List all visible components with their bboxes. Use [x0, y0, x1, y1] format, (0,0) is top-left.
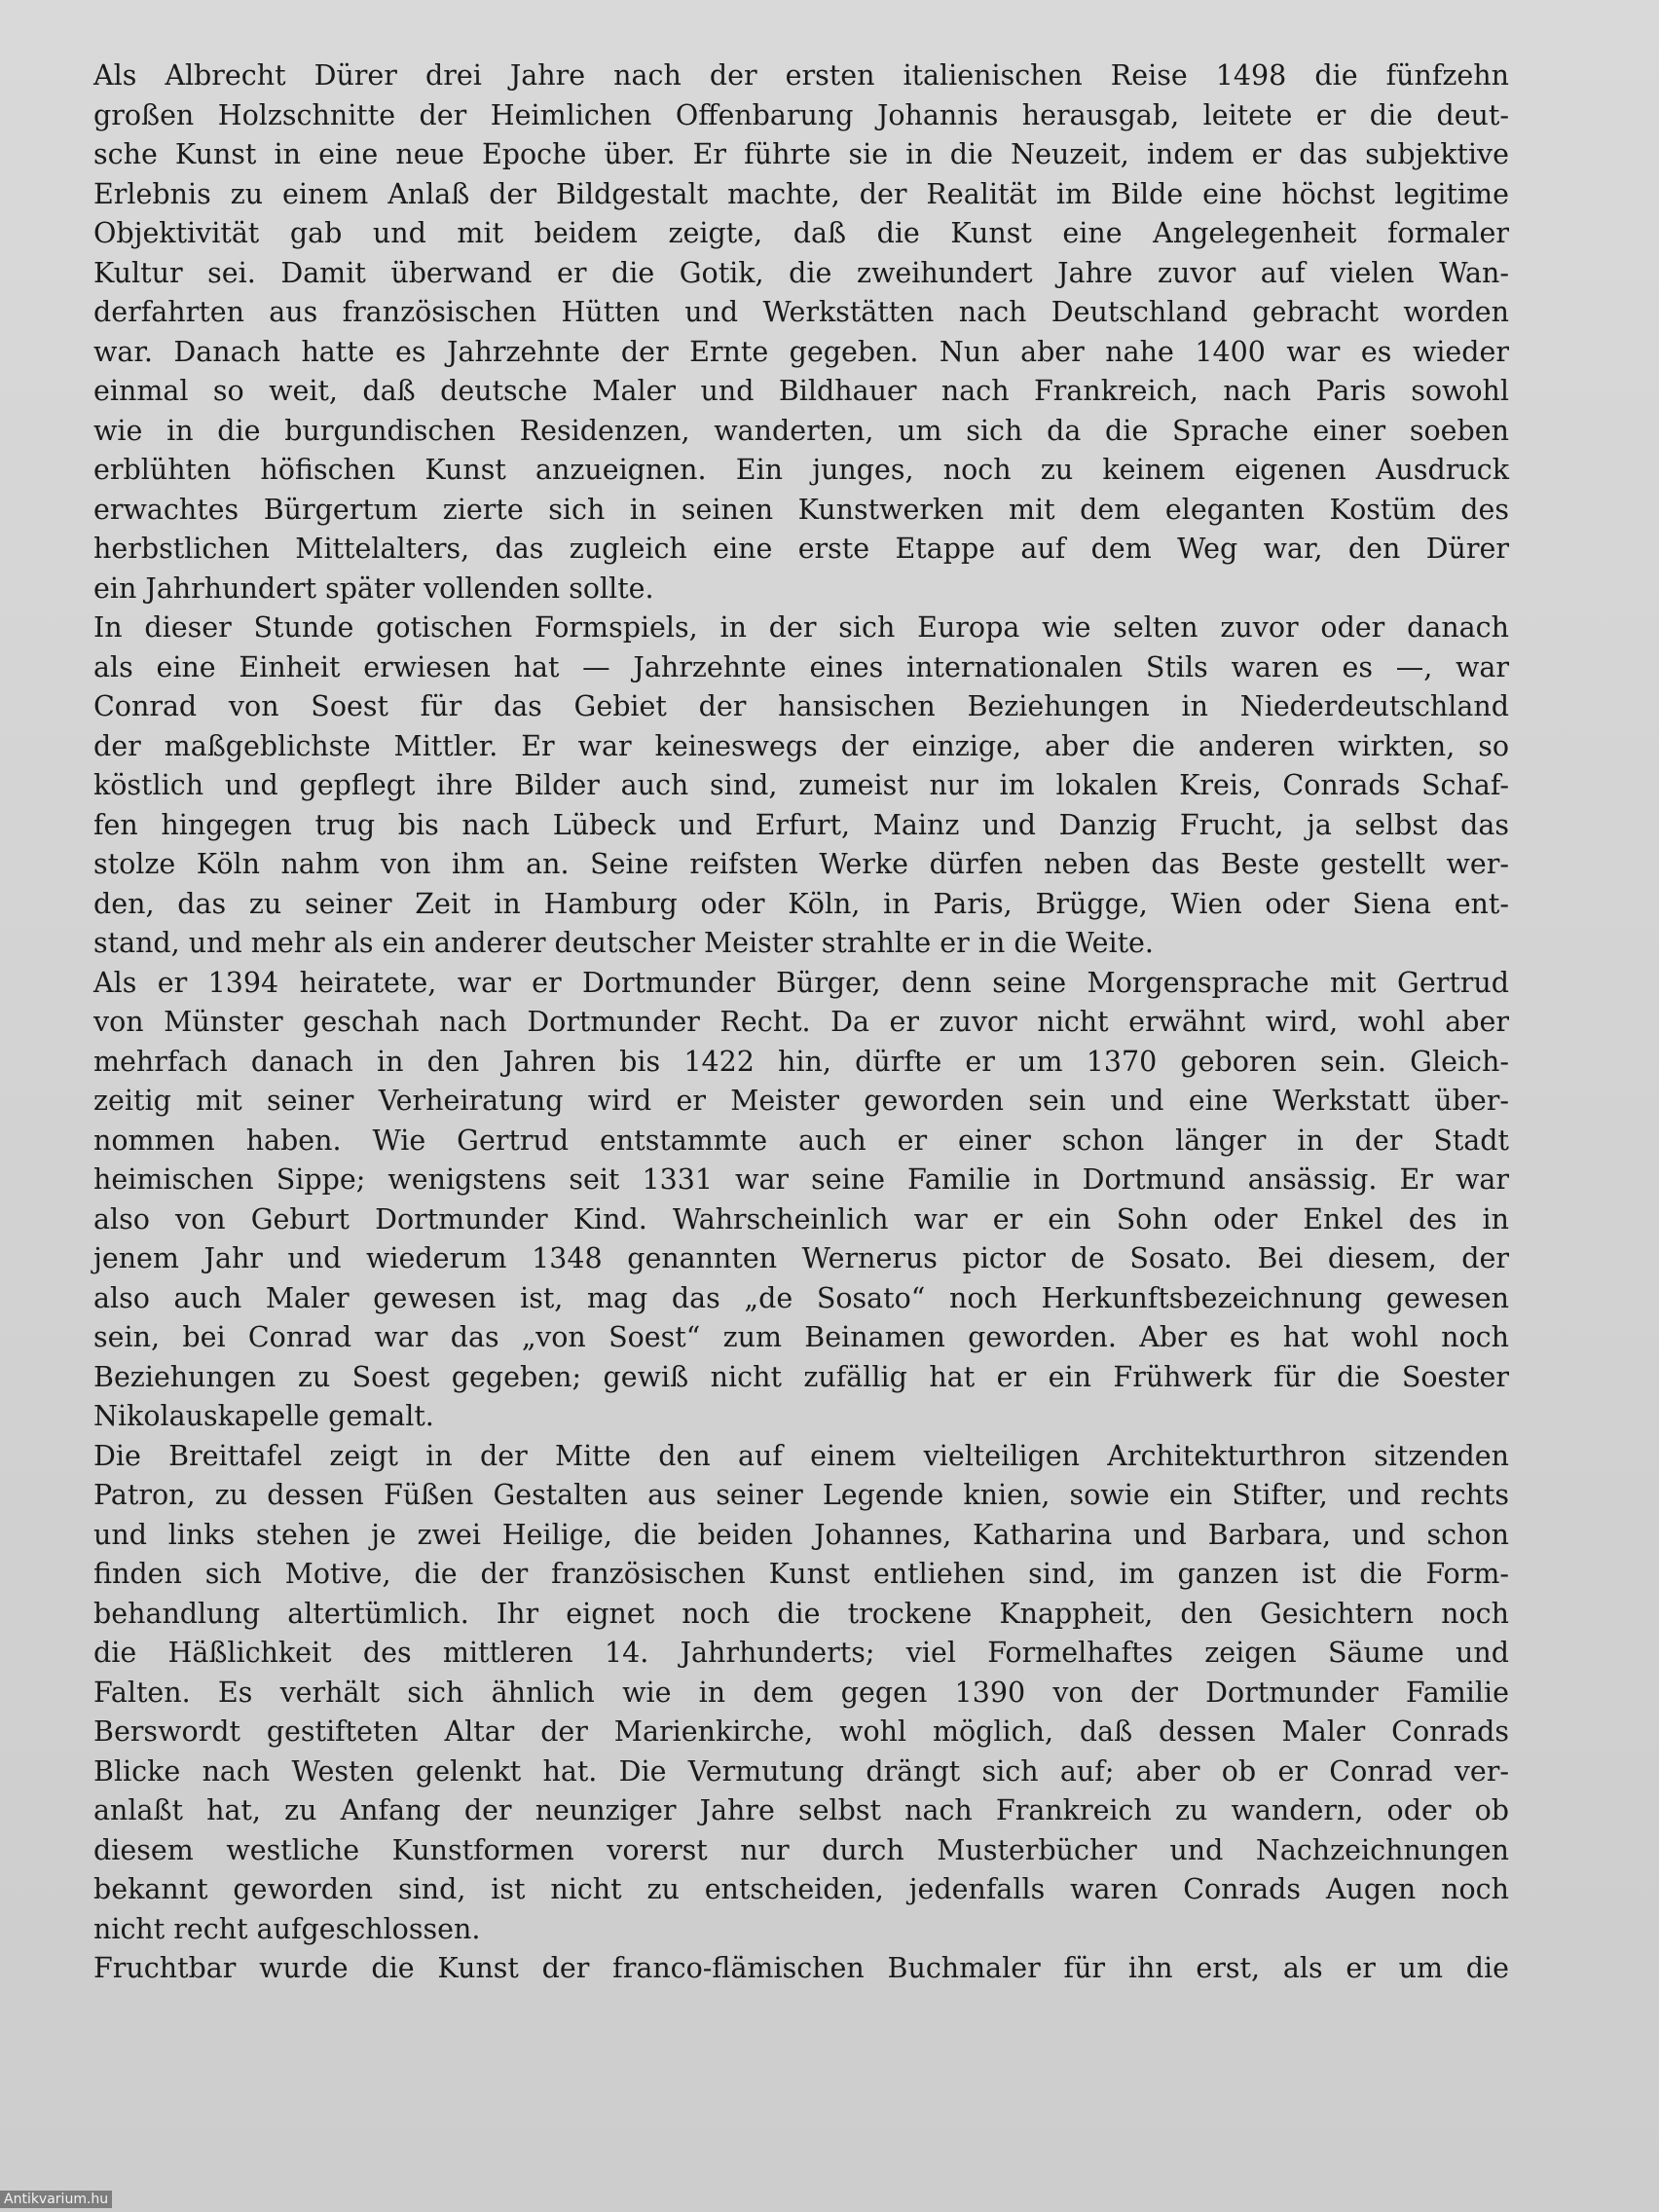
text-line: großen Holzschnitte der Heimlichen Offenbarung Johannis herausgab, leitete er die deut-: [93, 98, 1509, 131]
text-line: Erlebnis zu einem Anlaß der Bildgestalt machte, der Realität im Bilde eine höchst legitime: [93, 177, 1509, 210]
text-line: zeitig mit seiner Verheiratung wird er Meister geworden sein und eine Werkstatt über-: [93, 1085, 1509, 1117]
text-line: Blicke nach Westen gelenkt hat. Die Vermutung drängt sich auf; aber ob er Conrad ver-: [93, 1754, 1509, 1788]
text-line: einmal so weit, daß deutsche Maler und Bildhauer nach Frankreich, nach Paris sowohl: [93, 375, 1509, 407]
text-line: Objektivität gab und mit beidem zeigte, daß die Kunst eine Angelegenheit formaler: [93, 217, 1509, 249]
paragraph-3: [93, 964, 1509, 1437]
text-line: Conrad von Soest für das Gebiet der hansischen Beziehungen in Niederdeutschland: [93, 690, 1509, 722]
text-line: fen hingegen trug bis nach Lübeck und Erfurt, Mainz und Danzig Frucht, ja selbst das: [93, 808, 1509, 841]
text-line: Patron, zu dessen Füßen Gestalten aus seiner Legende knien, sowie ein Stifter, und rechts: [93, 1479, 1509, 1511]
text-line: der maßgeblichste Mittler. Er war keineswegs der einzige, aber die anderen wirkten, so: [93, 729, 1509, 762]
text-column: [93, 56, 1509, 1989]
watermark: Antikvarium.hu: [0, 2191, 112, 2208]
text-line: stand, und mehr als ein anderer deutscher Meister strahlte er in die Weite.: [93, 927, 1154, 959]
paragraph-2: [93, 608, 1509, 964]
text-line: Falten. Es verhält sich ähnlich wie in dem gegen 1390 von der Dortmunder Familie: [93, 1676, 1509, 1709]
text-line: anlaßt hat, zu Anfang der neunziger Jahre selbst nach Frankreich zu wandern, oder ob: [93, 1794, 1509, 1826]
text-line: war. Danach hatte es Jahrzehnte der Ernte gegeben. Nun aber nahe 1400 war es wieder: [93, 335, 1509, 368]
text-line: Berswordt gestifteten Altar der Marienkirche, wohl möglich, daß dessen Maler Conrads: [93, 1715, 1509, 1748]
text-line: Als Albrecht Dürer drei Jahre nach der ersten italienischen Reise 1498 die fünfzehn: [93, 59, 1509, 92]
text-line: also von Geburt Dortmunder Kind. Wahrscheinlich war er ein Sohn oder Enkel des in: [93, 1202, 1509, 1235]
text-line: erblühten höfischen Kunst anzueignen. Ein junges, noch zu keinem eigenen Ausdruck: [93, 454, 1509, 486]
text-line: diesem westliche Kunstformen vorerst nur durch Musterbücher und Nachzeichnungen: [93, 1833, 1509, 1866]
text-line: nicht recht aufgeschlossen.: [93, 1912, 481, 1945]
text-line: sein, bei Conrad war das „von Soest“ zum Beinamen geworden. Aber es hat wohl noch: [93, 1321, 1509, 1353]
text-line: köstlich und gepflegt ihre Bilder auch sind, zumeist nur im lokalen Kreis, Conrads Schaf-: [93, 769, 1509, 801]
paragraph-5: [93, 1949, 1509, 1989]
paragraph-4: [93, 1437, 1509, 1950]
text-line: nommen haben. Wie Gertrud entstammte auch er einer schon länger in der Stadt: [93, 1124, 1509, 1157]
text-line: stolze Köln nahm von ihm an. Seine reifsten Werke dürfen neben das Beste gestellt wer-: [93, 848, 1509, 880]
text-line: Nikolauskapelle gemalt.: [93, 1400, 434, 1432]
text-line: bekannt geworden sind, ist nicht zu entscheiden, jedenfalls waren Conrads Augen noch: [93, 1873, 1509, 1905]
text-line: Als er 1394 heiratete, war er Dortmunder Bürger, denn seine Morgensprache mit Gertrud: [93, 966, 1509, 999]
text-line: sche Kunst in eine neue Epoche über. Er führte sie in die Neuzeit, indem er das subjektive: [93, 138, 1509, 170]
text-line: die Häßlichkeit des mittleren 14. Jahrhunderts; viel Formelhaftes zeigen Säume und: [93, 1637, 1509, 1669]
text-line: ein Jahrhundert später vollenden sollte.: [93, 571, 654, 605]
text-line: wie in die burgundischen Residenzen, wanderten, um sich da die Sprache einer soeben: [93, 414, 1509, 447]
paragraph-1: [93, 56, 1509, 608]
text-line: In dieser Stunde gotischen Formspiels, in der sich Europa wie selten zuvor oder danach: [93, 611, 1509, 644]
text-line: jenem Jahr und wiederum 1348 genannten Wernerus pictor de Sosato. Bei diesem, der: [93, 1242, 1509, 1274]
text-line: heimischen Sippe; wenigstens seit 1331 war seine Familie in Dortmund ansässig. Er war: [93, 1163, 1509, 1196]
text-line: finden sich Motive, die der französischen Kunst entliehen sind, im ganzen ist die Form-: [93, 1558, 1509, 1590]
text-line: und links stehen je zwei Heilige, die beiden Johannes, Katharina und Barbara, und schon: [93, 1518, 1509, 1551]
text-line: als eine Einheit erwiesen hat — Jahrzehnte eines internationalen Stils waren es —, war: [93, 650, 1509, 683]
text-line: also auch Maler gewesen ist, mag das „de Sosato“ noch Herkunftsbezeichnung gewesen: [93, 1281, 1509, 1314]
text-line: derfahrten aus französischen Hütten und Werkstätten nach Deutschland gebracht worden: [93, 296, 1509, 328]
text-line: herbstlichen Mittelalters, das zugleich eine erste Etappe auf dem Weg war, den Dürer: [93, 533, 1509, 565]
text-line: mehrfach danach in den Jahren bis 1422 hin, dürfte er um 1370 geboren sein. Gleich-: [93, 1045, 1509, 1078]
text-line: Beziehungen zu Soest gegeben; gewiß nicht zufällig hat er ein Frühwerk für die Soester: [93, 1360, 1509, 1393]
text-line: Kultur sei. Damit überwand er die Gotik, die zweihundert Jahre zuvor auf vielen Wan-: [93, 256, 1509, 289]
text-line: von Münster geschah nach Dortmunder Recht. Da er zuvor nicht erwähnt wird, wohl aber: [93, 1006, 1509, 1038]
text-line: Fruchtbar wurde die Kunst der franco-flämischen Buchmaler für ihn erst, als er um die: [93, 1952, 1509, 1984]
text-line: den, das zu seiner Zeit in Hamburg oder Köln, in Paris, Brügge, Wien oder Siena ent-: [93, 887, 1509, 920]
text-line: Die Breittafel zeigt in der Mitte den auf einem vielteiligen Architekturthron sitzenden: [93, 1439, 1509, 1472]
text-line: behandlung altertümlich. Ihr eignet noch die trockene Knappheit, den Gesichtern noch: [93, 1597, 1509, 1630]
text-line: erwachtes Bürgertum zierte sich in seinen Kunstwerken mit dem eleganten Kostüm des: [93, 493, 1509, 526]
